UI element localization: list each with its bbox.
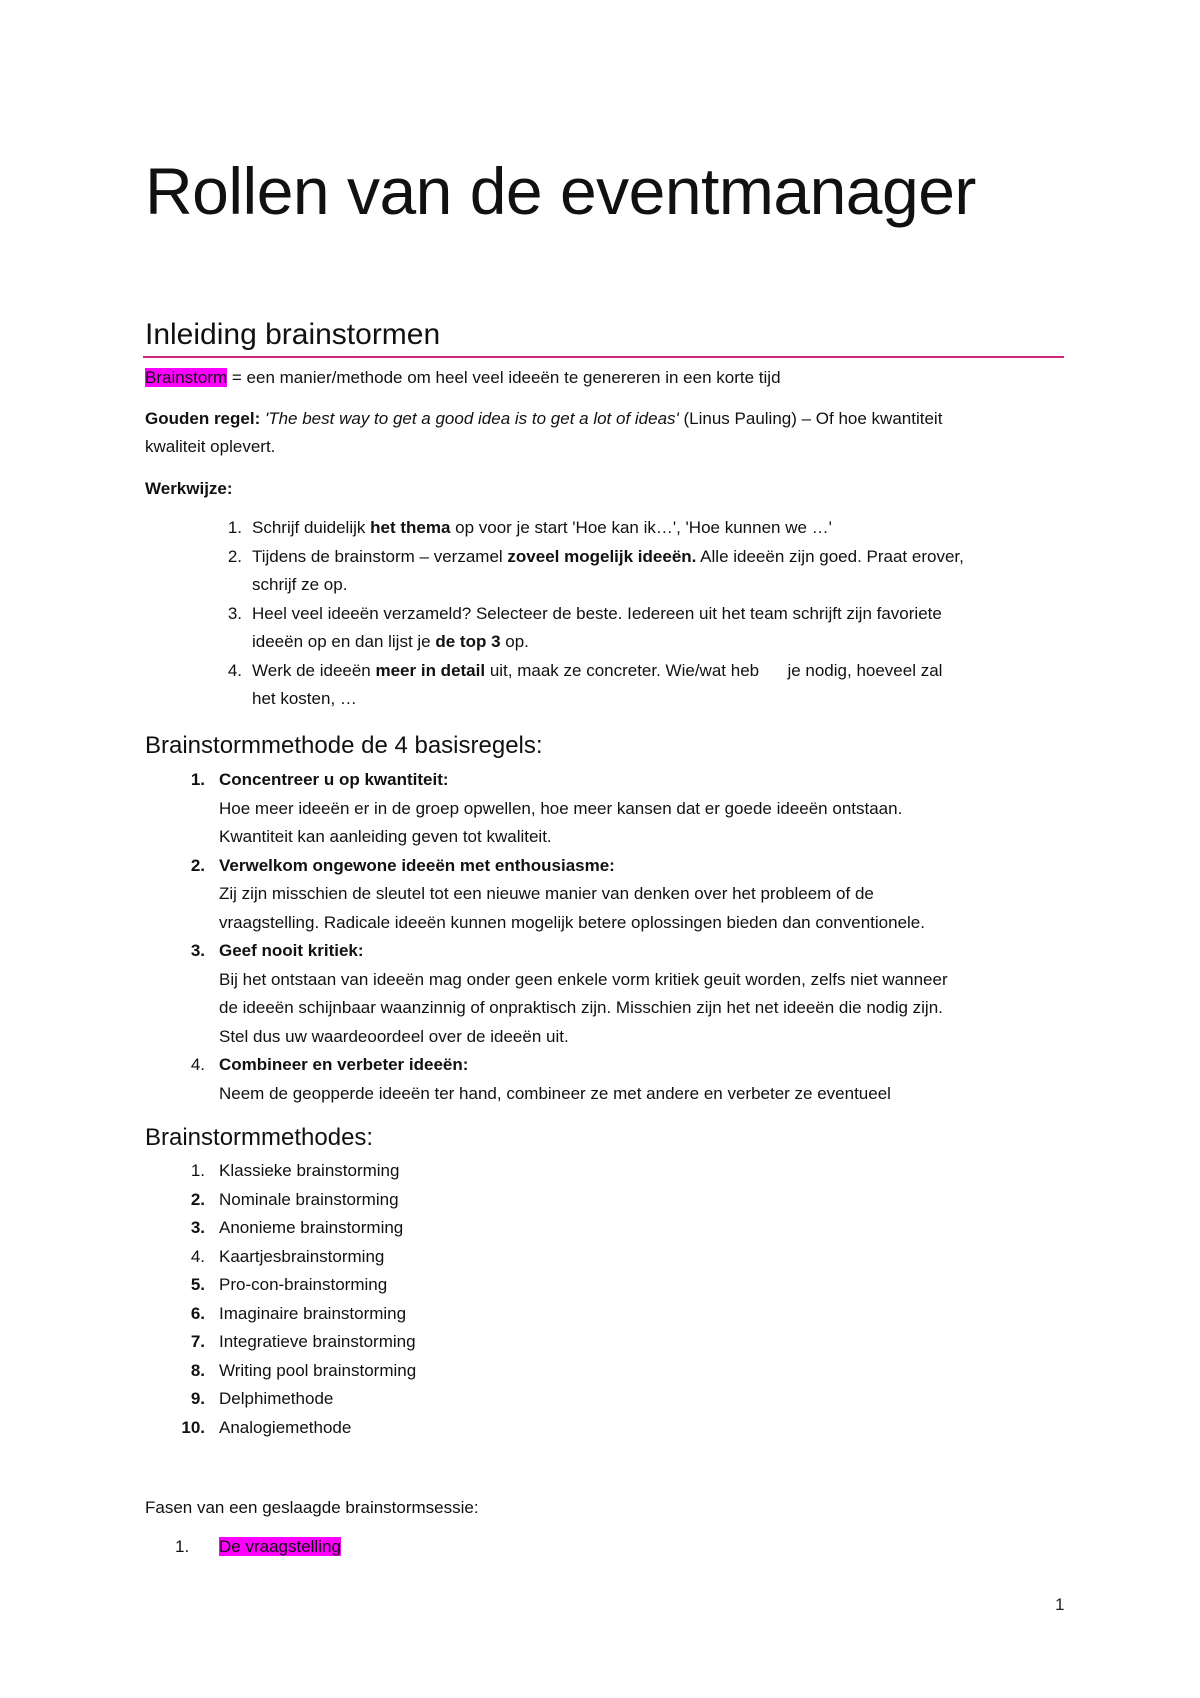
golden-rule-rest: (Linus Pauling) – Of hoe kwantiteit: [678, 409, 943, 428]
section-heading-basisregels: Brainstormmethode de 4 basisregels:: [145, 732, 543, 759]
basisregels-list: [175, 766, 948, 1108]
highlighted-phase: 1. De vraagstelling: [175, 1537, 341, 1556]
document-title: Rollen van de eventmanager: [145, 154, 976, 228]
golden-rule-label: Gouden regel:: [145, 409, 261, 428]
list-item: 1. Klassieke brainstorming: [190, 1161, 400, 1180]
list-item: 1. Schrijf duidelijk het thema op voor je start 'Hoe kan ik…', 'Hoe kunnen we …': [227, 518, 832, 537]
list-item: 4. Kaartjesbrainstorming: [190, 1246, 385, 1266]
list-item: 5. Pro-con-brainstorming: [190, 1275, 388, 1294]
golden-rule-line2: kwaliteit oplevert.: [145, 437, 276, 456]
highlighted-term: Brainstorm: [145, 368, 228, 387]
list-item: [175, 1533, 341, 1562]
werkwijze-list: [212, 514, 964, 714]
definition-paragraph: [145, 364, 781, 392]
list-item: 8. Writing pool brainstorming: [190, 1360, 417, 1380]
golden-rule-quote: 'The best way to get a good idea is to get a lot of ideas': [264, 409, 679, 428]
fasen-intro: Fasen van een geslaagde brainstormsessie:: [145, 1498, 479, 1517]
list-item: 6. Imaginaire brainstorming: [190, 1303, 407, 1323]
fasen-list: [175, 1533, 341, 1562]
list-item: 10. Analogiemethode: [181, 1417, 352, 1437]
list-item: 3. Heel veel ideeën verzameld? Selecteer de beste. Iedereen uit het team schrijft zijn favoriete ideeën op en dan lijst je de top 3 op.: [227, 603, 942, 651]
section-heading-methodes: Brainstormmethodes:: [145, 1124, 374, 1151]
list-item: 4. Combineer en verbeter ideeën: Neem de geopperde ideeën ter hand, combineer ze met andere en verbeter ze eventueel: [190, 1055, 891, 1103]
list-item: 9. Delphimethode: [190, 1389, 334, 1408]
werkwijze-label: Werkwijze:: [145, 479, 233, 498]
list-item: 7. Integratieve brainstorming: [190, 1332, 416, 1351]
list-item: 4. Werk de ideeën meer in detail uit, maak ze concreter. Wie/wat heb je nodig, hoeveel zal het kosten, …: [227, 660, 943, 708]
list-item: 3. Geef nooit kritiek: Bij het ontstaan van ideeën mag onder geen enkele vorm kritiek geuit worden, zelfs niet wanneer de ideeën schijnbaar waanzinnig of onpraktisch zijn. Misschien zijn het net ideeën die nodig zijn. Stel dus uw waardeoordeel over de ideeën uit.: [190, 941, 948, 1046]
heading-underline: [143, 356, 1064, 358]
list-item: 2. Tijdens de brainstorm – verzamel zoveel mogelijk ideeën. Alle ideeën zijn goed. Praat erover, schrijf ze op.: [227, 546, 964, 594]
methodes-list: [175, 1157, 416, 1442]
section-heading-inleiding: Inleiding brainstormen: [145, 318, 441, 351]
definition-text: = een manier/methode om heel veel ideeën te genereren in een korte tijd: [227, 368, 781, 387]
list-item: 2. Nominale brainstorming: [190, 1189, 399, 1209]
page-number: 1: [1055, 1595, 1065, 1614]
list-item: 1. Concentreer u op kwantiteit: Hoe meer ideeën er in de groep opwellen, hoe meer kansen dat er goede ideeën ontstaan. Kwantiteit kan aanleiding geven tot kwaliteit.: [190, 770, 903, 846]
list-item: 2. Verwelkom ongewone ideeën met enthousiasme: Zij zijn misschien de sleutel tot een nieuwe manier van denken over het probleem of de vraagstelling. Radicale ideeën kunnen mogelijk betere oplossingen bieden dan conventionele.: [190, 855, 925, 932]
golden-rule-paragraph: [145, 405, 942, 461]
list-item: 3. Anonieme brainstorming: [190, 1218, 404, 1237]
